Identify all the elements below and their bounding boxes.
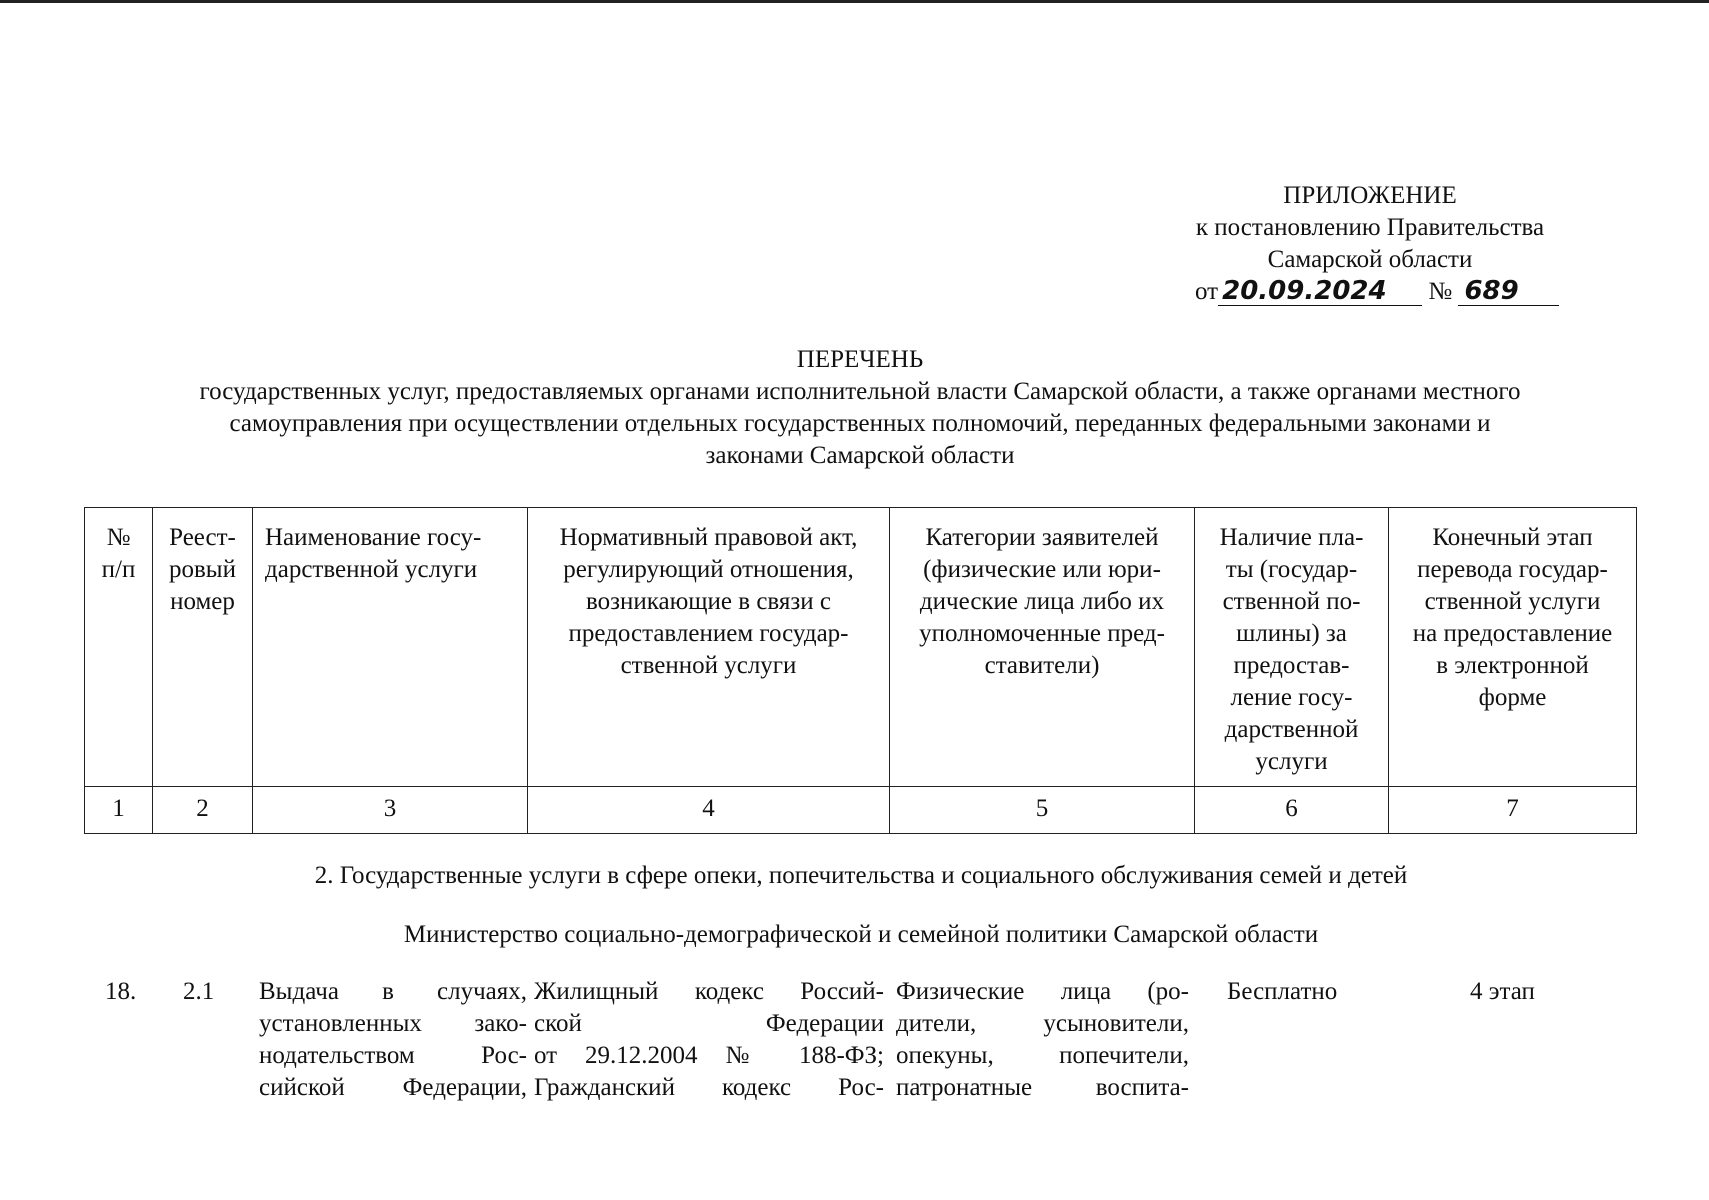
column-number-cell: 2	[153, 787, 253, 834]
header-cell	[153, 508, 253, 787]
header-cell	[1195, 508, 1389, 787]
header-line: форме	[1478, 684, 1547, 711]
header-line: возникающие в связи с	[585, 588, 831, 615]
header-line: перевода государ-	[1417, 556, 1608, 583]
entry-legal-act	[534, 976, 884, 1104]
appendix-line-2: Самарской области	[1267, 246, 1473, 273]
ministry-title: Министерство социально-демографической и семейной политики Самарской области	[403, 921, 1319, 948]
column-number-row	[85, 787, 1637, 834]
header-cell	[253, 508, 528, 787]
column-number-cell: 1	[85, 787, 153, 834]
header-cell	[528, 508, 890, 787]
services-table	[84, 507, 1637, 834]
appendix-date-row	[1150, 276, 1590, 308]
column-number-cell: 7	[1389, 787, 1637, 834]
entry-line: дители, усыновители,	[896, 1010, 1189, 1037]
header-line: Наименование госу-	[265, 524, 482, 551]
entry-line: установленных зако-	[259, 1010, 527, 1037]
header-line: Нормативный правовой акт,	[559, 524, 858, 551]
header-line: номер	[170, 588, 235, 615]
header-line: ление госу-	[1230, 684, 1353, 711]
entry-fee: Бесплатно	[1227, 978, 1338, 1005]
header-line: дические лица либо их	[919, 588, 1165, 615]
header-line: регулирующий отношения,	[563, 556, 854, 583]
title-line-2: самоуправления при осуществлении отдельных государственных полномочий, переданных федеральными законами и	[229, 410, 1491, 437]
entry-line: Физические лица (ро-	[896, 978, 1189, 1005]
header-line: шлины) за	[1236, 620, 1347, 647]
handwritten-number: 689	[1458, 277, 1559, 306]
table-header-row	[85, 508, 1637, 787]
header-line: уполномоченные пред-	[919, 620, 1165, 647]
appendix-block	[1150, 180, 1590, 308]
header-line: на предоставление	[1412, 620, 1613, 647]
header-line: предоставлением государ-	[568, 620, 849, 647]
entry-line: опекуны, попечители,	[896, 1042, 1189, 1069]
header-line: предостав-	[1233, 652, 1350, 679]
column-number-cell: 4	[528, 787, 890, 834]
entry-applicant-category	[896, 976, 1189, 1104]
document-title: ПЕРЕЧЕНЬ	[796, 346, 924, 373]
column-number-cell: 3	[253, 787, 528, 834]
entry-line: Жилищный кодекс Россий-	[534, 978, 884, 1005]
entry-registry-number: 2.1	[183, 978, 215, 1005]
header-line: ровый	[169, 556, 236, 583]
handwritten-date: 20.09.2024	[1218, 277, 1422, 306]
entry-line: патронатные воспита-	[896, 1074, 1189, 1101]
scan-edge-line	[0, 0, 1709, 3]
header-line: ты (государ-	[1225, 556, 1358, 583]
header-line: №	[106, 524, 131, 551]
entry-line: от 29.12.2004 № 188-ФЗ;	[534, 1042, 884, 1069]
entry-line: Выдача в случаях,	[259, 978, 527, 1005]
header-cell	[1389, 508, 1637, 787]
appendix-heading: ПРИЛОЖЕНИЕ	[1283, 182, 1457, 209]
column-number-cell: 6	[1195, 787, 1389, 834]
header-line: Категории заявителей	[925, 524, 1159, 551]
column-number-cell: 5	[890, 787, 1195, 834]
header-cell	[85, 508, 153, 787]
header-line: ставители)	[984, 652, 1100, 679]
appendix-line-1: к постановлению Правительства	[1195, 214, 1545, 241]
header-line: услуги	[1255, 748, 1328, 775]
header-line: Наличие пла-	[1219, 524, 1364, 551]
entry-line: ской Федерации	[534, 1010, 884, 1037]
header-line: ственной услуги	[1424, 588, 1601, 615]
entry-stage: 4 этап	[1470, 978, 1535, 1005]
header-line: дарственной	[1224, 716, 1359, 743]
number-prefix: №	[1428, 278, 1453, 305]
header-line: п/п	[101, 556, 136, 583]
document-title-block	[85, 344, 1635, 472]
header-cell	[890, 508, 1195, 787]
header-line: дарственной услуги	[265, 556, 478, 583]
header-line: Реест-	[169, 524, 236, 551]
entry-number: 18.	[105, 978, 137, 1005]
section-title: 2. Государственные услуги в сфере опеки, попечительства и социального обслуживания семей и детей	[314, 862, 1408, 889]
entry-service-name	[259, 976, 527, 1104]
title-line-3: законами Самарской области	[705, 442, 1015, 469]
entry-line: сийской Федерации,	[259, 1074, 527, 1101]
header-line: ственной по-	[1222, 588, 1361, 615]
date-prefix: от	[1195, 278, 1219, 305]
entry-line: нодательством Рос-	[259, 1042, 527, 1069]
entry-line: Гражданский кодекс Рос-	[534, 1074, 884, 1101]
header-line: ственной услуги	[620, 652, 797, 679]
header-line: (физические или юри-	[923, 556, 1161, 583]
title-line-1: государственных услуг, предоставляемых органами исполнительной власти Самарской области, а также органами местного	[199, 378, 1521, 405]
header-line: Конечный этап	[1432, 524, 1593, 551]
header-line: в электронной	[1436, 652, 1589, 679]
